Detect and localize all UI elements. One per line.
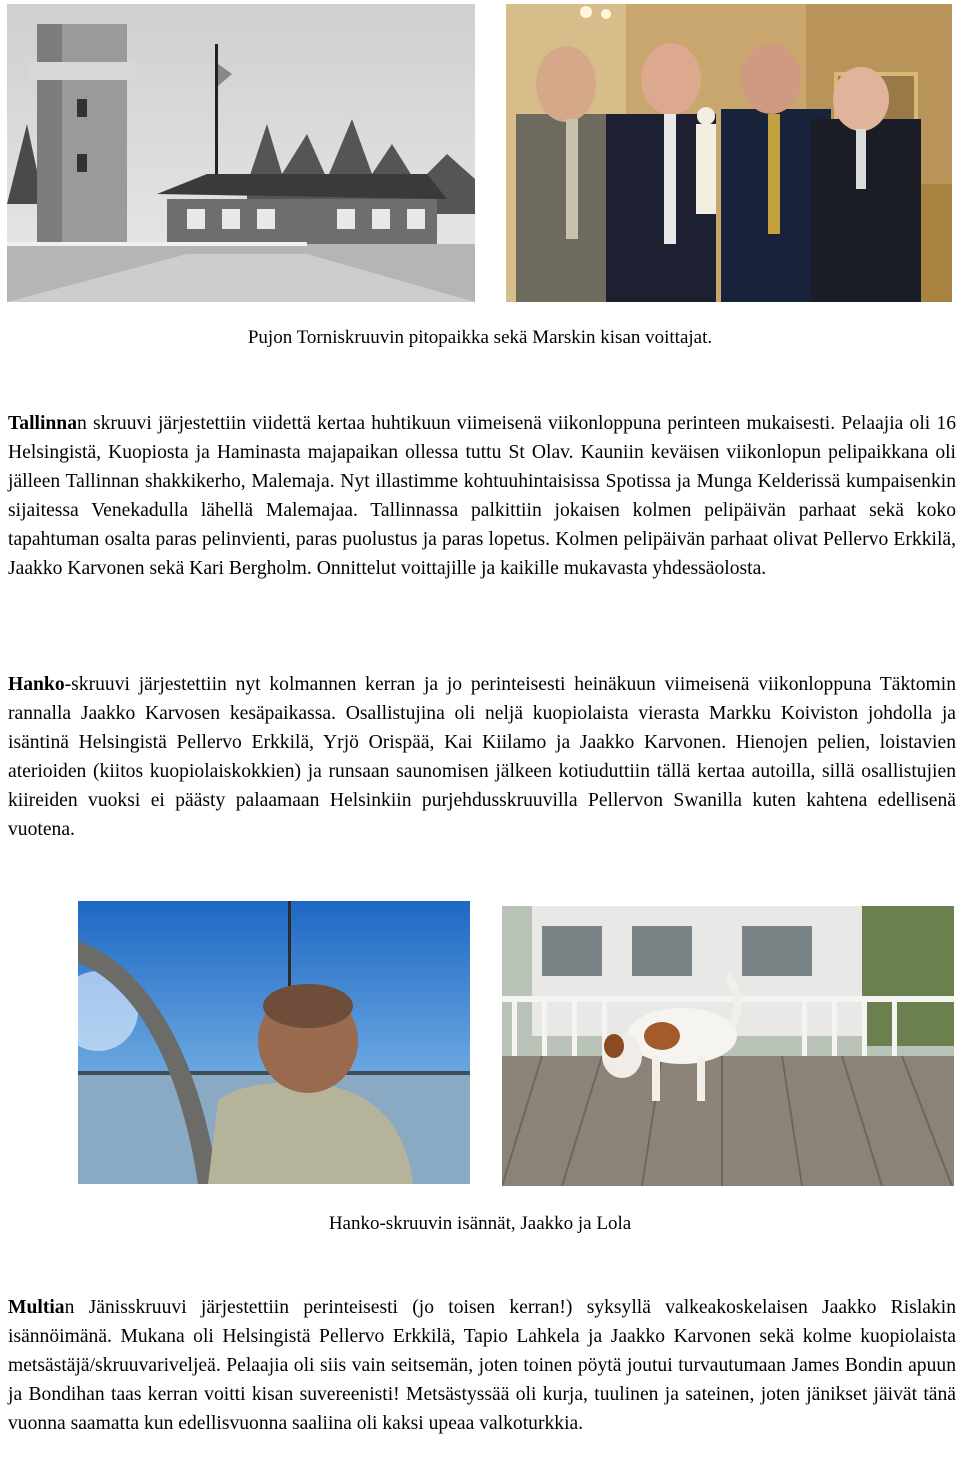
dog-photo (502, 906, 954, 1186)
sailing-photo (78, 901, 470, 1184)
tower-photo (7, 4, 475, 302)
paragraph-text: -skruuvi järjestettiin nyt kolmannen kerran ja jo perinteisesti heinäkuun viimeisenä viikonloppuna Täktomin rannalla Jaakko Karvosen kesäpaikassa. Osallistujina oli neljä kuopiolaista vierasta Markku Koiviston johdolla ja isäntinä Helsingistä Pellervo Erkkilä, Yrjö Orispää, Kai Kiilamo ja Jaakko Karvonen. Hienojen pelien, loistavien aterioiden (kiitos kuopiolaiskokkien) ja runsaan saunomisen jälkeen kotiuduttiin tällä kertaa autoilla, sillä osallistujien kiireiden vuoksi ei päästy palaamaan Helsinkiin purjehdusskruuvilla Pellervon Swanilla kuten kahtena edellisenä vuotena. (8, 674, 956, 840)
paragraph-lead: Multia (8, 1297, 65, 1318)
paragraph-lead: Hanko (8, 674, 65, 695)
paragraph-tallinna (8, 409, 956, 583)
paragraph-hanko (8, 670, 956, 844)
paragraph-text: n Jänisskruuvi järjestettiin perinteisesti (jo toisen kerran!) syksyllä valkeakoskelaisen Jaakko Rislakin isännöimänä. Mukana oli Helsingistä Pellervo Erkkilä, Tapio Lahkela ja Jaakko Karvonen sekä kolme kuopiolaista metsästäjä/skruuvariveljeä. Pelaajia oli siis vain seitsemän, joten toinen pöytä joutui turvautumaan James Bondin apuun ja Bondihan taas kerran voitti kisan suvereenisti! Metsästyssää oli kurja, tuulinen ja sateinen, joten jänikset jäivät tänä vuonna saamatta kun edellisvuonna saaliina oli kaksi upeaa valkoturkkia. (8, 1297, 956, 1434)
paragraph-text: n skruuvi järjestettiin viidettä kertaa huhtikuun viimeisenä viikonloppuna perinteen mukaisesti. Pelaajia oli 16 Helsingistä, Kuopiosta ja Haminasta majapaikan ollessa tuttu St Olav. Kauniin keväisen viikonlopun pelipaikkana oli jälleen Tallinnan shakkikerho, Malemaja. Nyt illastimme kohtuuhintaisissa Spotissa ja Munga Kelderissä kumpaisenkin sijaitessa Venekadulla lähellä Malemajaa. Tallinnassa palkittiin jokaisen kolmen pelipäivän parhaat sekä koko tapahtuman osalta paras pelinvienti, paras puolustus ja paras lopetus. Kolmen pelipäivän parhaat olivat Pellervo Erkkilä, Jaakko Karvonen sekä Kari Bergholm. Onnittelut voittajille ja kaikille mukavasta yhdessäolosta. (8, 413, 956, 579)
winners-photo (506, 4, 952, 302)
caption-hanko-photos: Hanko-skruuvin isännät, Jaakko ja Lola (328, 1213, 632, 1234)
paragraph-multia (8, 1293, 956, 1438)
paragraph-lead: Tallinna (8, 413, 77, 434)
caption-tallinna-photos: Pujon Torniskruuvin pitopaikka sekä Marskin kisan voittajat. (247, 327, 713, 348)
